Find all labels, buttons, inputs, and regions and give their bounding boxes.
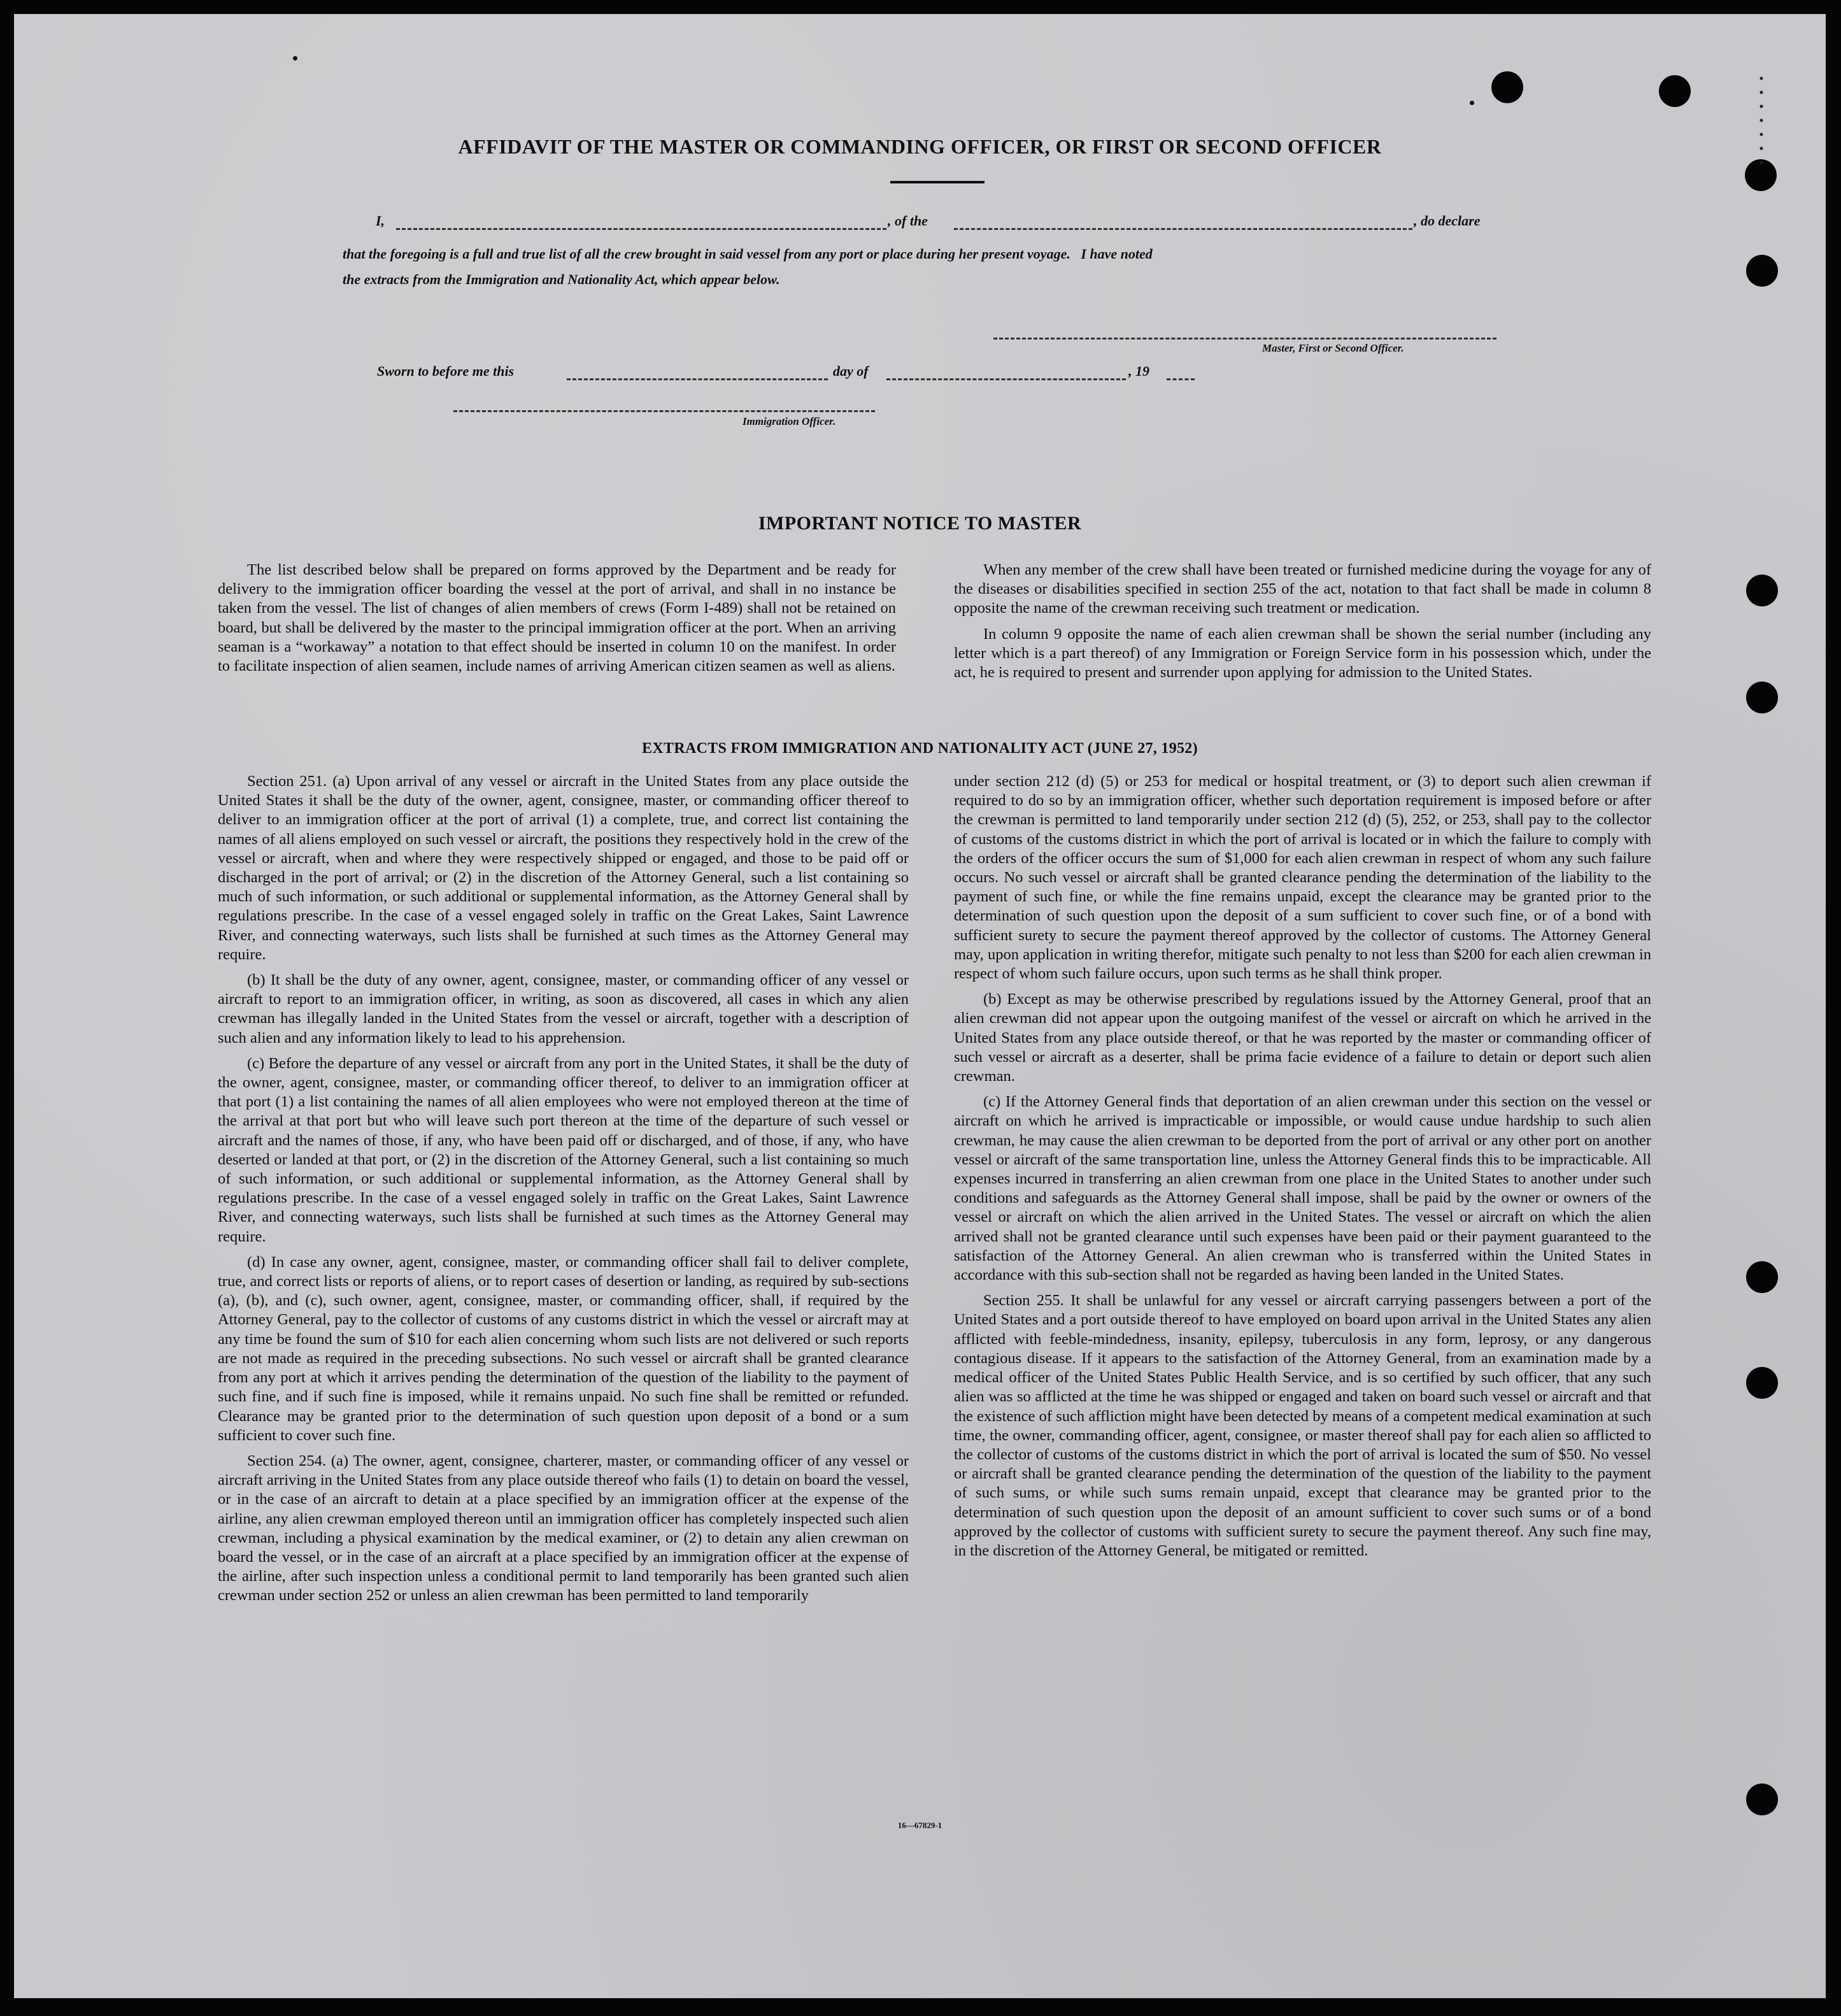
- of-the-label: , of the: [888, 213, 928, 229]
- extracts-left-column: [218, 772, 909, 1612]
- section-254a-continuation: under section 212 (d) (5) or 253 for medical or hospital treatment, or (3) to deport such alien crewman if required to do so by an immigration officer, whether such deportation requirement is imposed before or after the crewman is permitted to land temporarily under section 212 (d) (5), 252, or 253, shall pay to the collector of customs of the customs district in which the port of arrival is located or in which the failure to comply with the orders of the officer occurs the sum of $1,000 for each alien crewman in respect of whom any such failure occurs. No such vessel or aircraft shall be granted clearance pending the determination of the liability to the payment of such fine, or while the fine remains unpaid, except the clearance may be granted prior to the determination of such question upon the deposit of a sum sufficient to cover such fine, or of a bond with sufficient surety to secure the payment thereof approved by the collector of customs. The Attorney General may, upon application in writing therefor, mitigate such penalty to not less than $200 for each alien crewman in respect of whom such failure occurs, upon such terms as he shall think proper.: [954, 773, 1651, 983]
- statement-line-2: the extracts from the Immigration and Nationality Act, which appear below.: [343, 271, 780, 287]
- declarant-label: I,: [376, 213, 385, 229]
- do-declare-label: , do declare: [1414, 213, 1481, 229]
- extracts-right-column: [954, 772, 1651, 1567]
- section-254a-paragraph: Section 254. (a) The owner, agent, consignee, charterer, master, or commanding officer of any vessel or aircraft arriving in the United States from any place outside thereof who fails (1) to detain on board the vessel, or in the case of an aircraft to detain at a place specified by an immigration officer at the expense of the airline, any alien crewman employed thereon until an immigration officer has completely inspected such alien crewman, including a physical examination by the medical examiner, or (2) to detain any alien crewman on board the vessel, or in the case of an aircraft at a place specified by an immigration officer at the expense of the airline, after such inspection unless a conditional permit to land temporarily has been granted such alien crewman under section 252 or unless an alien crewman has been permitted to land temporarily: [218, 1452, 909, 1605]
- section-251a-paragraph: Section 251. (a) Upon arrival of any vessel or aircraft in the United States from any place outside the United States it shall be the duty of the owner, agent, consignee, master, or commanding officer thereof to deliver to an immigration officer at the port of arrival (1) a complete, true, and correct list containing the names of all aliens employed on such vessel or aircraft, the positions they respectively hold in the crew of the vessel or aircraft, when and where they were respectively shipped or engaged, and those to be paid off or discharged in the port of arrival; or (2) in the discretion of the Attorney General, such a list containing so much of such information, or such additional or supplemental information, as the Attorney General shall by regulations prescribe. In the case of a vessel engaged solely in traffic on the Great Lakes, Saint Lawrence River, and connecting waterways, such lists shall be furnished at such times as the Attorney General may require.: [218, 773, 909, 963]
- section-251b-paragraph: (b) It shall be the duty of any owner, agent, consignee, master, or commanding officer of any vessel or aircraft to report to an immigration officer, in writing, as soon as discovered, all cases in which any alien crewman has illegally landed in the United States from the vessel or aircraft, together with a description of such alien and any information likely to lead to his apprehension.: [218, 971, 909, 1047]
- day-of-label: day of: [833, 363, 869, 379]
- punch-hole: [1746, 575, 1778, 606]
- title-underline: [890, 181, 984, 183]
- section-254b-paragraph: (b) Except as may be otherwise prescribed by regulations issued by the Attorney General, proof that an alien crewman did not appear upon the outgoing manifest of the vessel or aircraft on which he arrived in the United States from any place outside thereof, or that he was reported by the master or commanding officer of such vessel or aircraft as a deserter, shall be prima facie evidence of a failure to detain or deport such alien crewman.: [954, 990, 1651, 1085]
- statement-line-1: that the foregoing is a full and true list of all the crew brought in said vessel from any port or place during her present voyage. I have noted: [343, 246, 1153, 262]
- officer-signature-caption: Immigration Officer.: [743, 415, 836, 427]
- punch-hole: [1659, 75, 1691, 107]
- declarant-name-field[interactable]: [396, 228, 886, 230]
- punch-hole: [1746, 1261, 1778, 1293]
- extracts-title: EXTRACTS FROM IMMIGRATION AND NATIONALITY ACT (JUNE 27, 1952): [642, 740, 1198, 757]
- form-number: 16—67829-1: [897, 1820, 942, 1830]
- section-255-paragraph: Section 255. It shall be unlawful for any vessel or aircraft carrying passengers between a port of the United States and a port outside thereof to have employed on board upon arrival in the United States any alien afflicted with feeble-mindedness, insanity, epilepsy, tuberculosis in any form, leprosy, or any dangerous contagious disease. If it appears to the satisfaction of the Attorney General, from an examination made by a medical officer of the United States Public Health Service, and is so certified by such officer, that any such alien was so afflicted at the time he was shipped or engaged and taken on board such vessel or aircraft and that the existence of such affliction might have been detected by means of a competent medical examination at such time, the owner, commanding officer, agent, consignee, or master thereof shall pay for each alien so afflicted to the collector of customs of the customs district in which the port of arrival is located the sum of $50. No vessel or aircraft shall be granted clearance pending the determination of the question of the liability to the payment of such sums, or while such sums remain unpaid, except that clearance may be granted prior to the determination of such question upon the deposit of an amount sufficient to cover such sums or of a bond approved by the collector of customs with sufficient surety to secure the payment thereof. Any such fine may, in the discretion of the Attorney General, be mitigated or remitted.: [954, 1292, 1651, 1559]
- punch-hole: [1746, 1367, 1778, 1399]
- master-signature-field[interactable]: [993, 338, 1496, 340]
- speck-mark: [1470, 101, 1474, 105]
- section-254c-paragraph: (c) If the Attorney General finds that deportation of an alien crewman under this section on the vessel or aircraft on which he arrived is impracticable or impossible, or would cause undue hardship to such alien crewman, he may cause the alien crewman to be deported from the port of arrival or any other port on another vessel or aircraft of the same transportation line, unless the Attorney General finds this to be impracticable. All expenses incurred in transferring an alien crewman from one place in the United States to another under such conditions and safeguards as the Attorney General shall impose, shall be paid by the owner or owners of the vessel or aircraft on which the alien arrived in the United States. The vessel or aircraft on which the alien arrived shall not be granted clearance until such expenses have been paid or their payment guaranteed to the satisfaction of the Attorney General. An alien crewman who is transferred within the United States in accordance with this sub-section shall not be regarded as having been landed in the United States.: [954, 1093, 1651, 1284]
- sworn-month-field[interactable]: [886, 378, 1126, 380]
- punch-hole: [1746, 255, 1778, 287]
- master-signature-caption: Master, First or Second Officer.: [1262, 342, 1404, 354]
- speck-mark: [293, 56, 297, 61]
- notice-title: IMPORTANT NOTICE TO MASTER: [758, 513, 1082, 534]
- punch-hole: [1746, 682, 1778, 713]
- section-251c-paragraph: (c) Before the departure of any vessel or aircraft from any port in the United States, it shall be the duty of the owner, agent, consignee, master, or commanding officer thereof, to deliver to an immigration officer at that port (1) a list containing the names of all alien employees who were not employed thereon at the time of the arrival at that port but who will leave such port thereon at the time of the departure of such vessel or aircraft and the names of those, if any, who have been paid off or discharged, and of those, if any, who have deserted or landed at that port, or (2) in the discretion of the Attorney General, such a list containing so much of such information, or such additional or supplemental information, as the Attorney General shall by regulations prescribe. In the case of a vessel engaged solely in traffic on the Great Lakes, Saint Lawrence River, and connecting waterways, such lists shall be furnished at such times as the Attorney General may require.: [218, 1054, 909, 1245]
- affidavit-title: AFFIDAVIT OF THE MASTER OR COMMANDING OFFICER, OR FIRST OR SECOND OFFICER: [458, 135, 1382, 158]
- sworn-year-field[interactable]: [1167, 378, 1195, 380]
- section-251d-paragraph: (d) In case any owner, agent, consignee, master, or commanding officer shall fail to deliver complete, true, and correct lists or reports of aliens, or to report cases of desertion or landing, as required by sub-sections (a), (b), and (c), such owner, agent, consignee, master, or commanding officer, shall, if required by the Attorney General, pay to the collector of customs of any customs district in which the vessel or aircraft may at any time be found the sum of $10 for each alien concerning whom such lists are not delivered or such reports are not made as required in the preceding subsections. No such vessel or aircraft shall be granted clearance from any port at which it arrives pending the determination of the question of the liability to the payment of such fine, and if such fine is imposed, while it remains unpaid. No such fine shall be remitted or refunded. Clearance may be granted prior to the determination of such question upon deposit of a bond or a sum sufficient to cover such fine.: [218, 1253, 909, 1444]
- document-page: [14, 14, 1826, 1998]
- sworn-day-field[interactable]: [567, 378, 828, 380]
- notice-right-column: [954, 561, 1651, 689]
- sworn-label: Sworn to before me this: [377, 363, 515, 379]
- punch-hole: [1746, 1784, 1778, 1815]
- notice-paragraph: The list described below shall be prepared on forms approved by the Department and be ready for delivery to the immigration officer boarding the vessel at the port of arrival, and shall in no instance be taken from the vessel. The list of changes of alien members of crews (Form I-489) shall not be retained on board, but shall be delivered by the master to the principal immigration officer at the port. When an arriving seaman is a “workaway” a notation to that effect should be inserted in column 10 on the manifest. In order to facilitate inspection of alien seamen, include names of arriving American citizen seamen as well as aliens.: [218, 561, 896, 675]
- vessel-name-field[interactable]: [954, 228, 1412, 230]
- punch-hole: [1491, 71, 1523, 103]
- notice-left-column: [218, 561, 896, 682]
- year-prefix-label: , 19: [1128, 363, 1149, 379]
- notice-paragraph: In column 9 opposite the name of each alien crewman shall be shown the serial number (including any letter which is a part thereof) of any Immigration or Foreign Service form in his possession which, under the act, he is required to present and surrender upon applying for admission to the United States.: [954, 625, 1651, 682]
- officer-signature-field[interactable]: [453, 410, 875, 412]
- notice-paragraph: When any member of the crew shall have been treated or furnished medicine during the voyage for any of the diseases or disabilities specified in section 255 of the act, notation to that fact shall be made in column 8 opposite the name of the crewman receiving such treatment or medication.: [954, 561, 1651, 617]
